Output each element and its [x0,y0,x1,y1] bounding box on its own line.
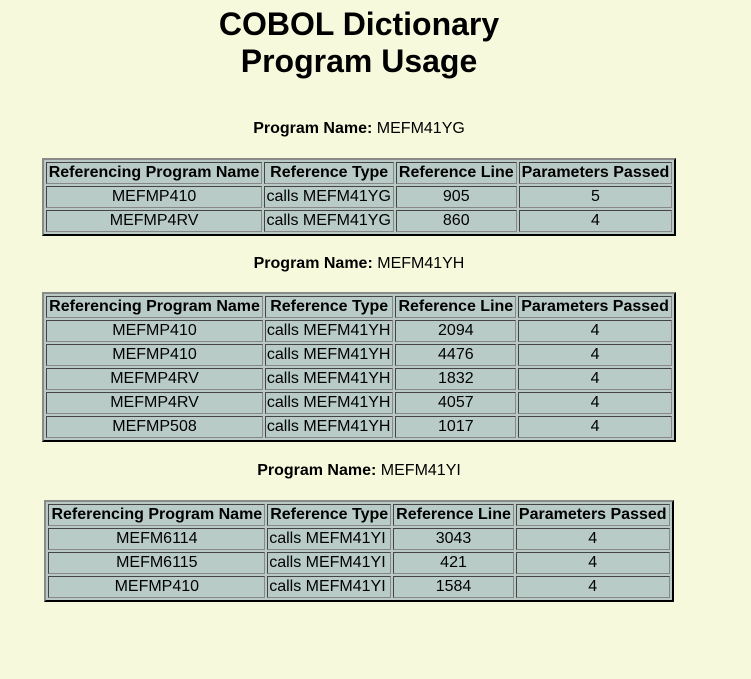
program-name-label: Program Name: [253,255,373,272]
column-header-reference-line: Reference Line [393,504,514,526]
reference-line-cell: 1017 [395,416,516,438]
page-title-line-2: Program Usage [240,43,478,79]
referencing-program-cell: MEFMP410 [46,186,263,208]
table-row [48,576,669,598]
parameters-passed-cell: 4 [516,528,670,550]
reference-type-cell: calls MEFM41YH [265,416,394,438]
program-name-label: Program Name: [257,462,377,479]
column-header-reference-type: Reference Type [264,162,393,184]
reference-line-cell: 3043 [393,528,514,550]
reference-type-cell: calls MEFM41YH [265,392,394,414]
table-row [46,210,673,232]
referencing-program-cell: MEFM6115 [48,552,265,574]
usage-section-1 [0,119,718,236]
referencing-program-cell: MEFMP410 [46,344,263,366]
usage-table [42,158,677,236]
usage-section-3 [0,461,718,602]
reference-type-cell: calls MEFM41YI [267,552,391,574]
referencing-program-cell: MEFMP410 [48,576,265,598]
column-header-parameters-passed: Parameters Passed [519,162,673,184]
column-header-referencing-program: Referencing Program Name [46,162,263,184]
program-name-heading [0,119,718,139]
parameters-passed-cell: 4 [516,552,670,574]
usage-section-2 [0,254,718,442]
reference-type-cell: calls MEFM41YH [265,344,394,366]
table-row [46,344,672,366]
column-header-reference-line: Reference Line [396,162,517,184]
program-name-label: Program Name: [253,120,373,137]
usage-table [42,292,676,442]
parameters-passed-cell: 5 [519,186,673,208]
column-header-parameters-passed: Parameters Passed [518,296,672,318]
parameters-passed-cell: 4 [519,210,673,232]
referencing-program-cell: MEFMP508 [46,416,263,438]
referencing-program-cell: MEFM6114 [48,528,265,550]
parameters-passed-cell: 4 [518,416,672,438]
table-row [46,368,672,390]
table-header-row [46,296,672,318]
referencing-program-cell: MEFMP4RV [46,368,263,390]
parameters-passed-cell: 4 [518,392,672,414]
reference-line-cell: 1584 [393,576,514,598]
referencing-program-cell: MEFMP410 [46,320,263,342]
reference-type-cell: calls MEFM41YG [264,186,393,208]
reference-type-cell: calls MEFM41YI [267,528,391,550]
table-header-row [48,504,669,526]
column-header-referencing-program: Referencing Program Name [46,296,263,318]
column-header-reference-type: Reference Type [267,504,391,526]
table-header-row [46,162,673,184]
table-row [48,528,669,550]
table-row [46,320,672,342]
parameters-passed-cell: 4 [518,368,672,390]
column-header-parameters-passed: Parameters Passed [516,504,670,526]
reference-line-cell: 4057 [395,392,516,414]
reference-type-cell: calls MEFM41YG [264,210,393,232]
usage-table [44,500,673,602]
parameters-passed-cell: 4 [518,320,672,342]
parameters-passed-cell: 4 [518,344,672,366]
column-header-reference-line: Reference Line [395,296,516,318]
page-title-line-1: COBOL Dictionary [218,6,500,42]
reference-line-cell: 421 [393,552,514,574]
reference-type-cell: calls MEFM41YH [265,320,394,342]
program-name-heading [0,461,718,481]
reference-line-cell: 860 [396,210,517,232]
table-row [46,186,673,208]
reference-line-cell: 2094 [395,320,516,342]
reference-line-cell: 1832 [395,368,516,390]
program-name-value: MEFM41YG [376,120,465,137]
referencing-program-cell: MEFMP4RV [46,392,263,414]
table-row [46,416,672,438]
reference-line-cell: 905 [396,186,517,208]
table-row [46,392,672,414]
reference-type-cell: calls MEFM41YI [267,576,391,598]
column-header-reference-type: Reference Type [265,296,394,318]
program-name-heading [0,254,718,274]
reference-line-cell: 4476 [395,344,516,366]
page-title [0,6,718,80]
column-header-referencing-program: Referencing Program Name [48,504,265,526]
program-name-value: MEFM41YI [380,462,461,479]
reference-type-cell: calls MEFM41YH [265,368,394,390]
referencing-program-cell: MEFMP4RV [46,210,263,232]
program-name-value: MEFM41YH [377,255,465,272]
parameters-passed-cell: 4 [516,576,670,598]
table-row [48,552,669,574]
